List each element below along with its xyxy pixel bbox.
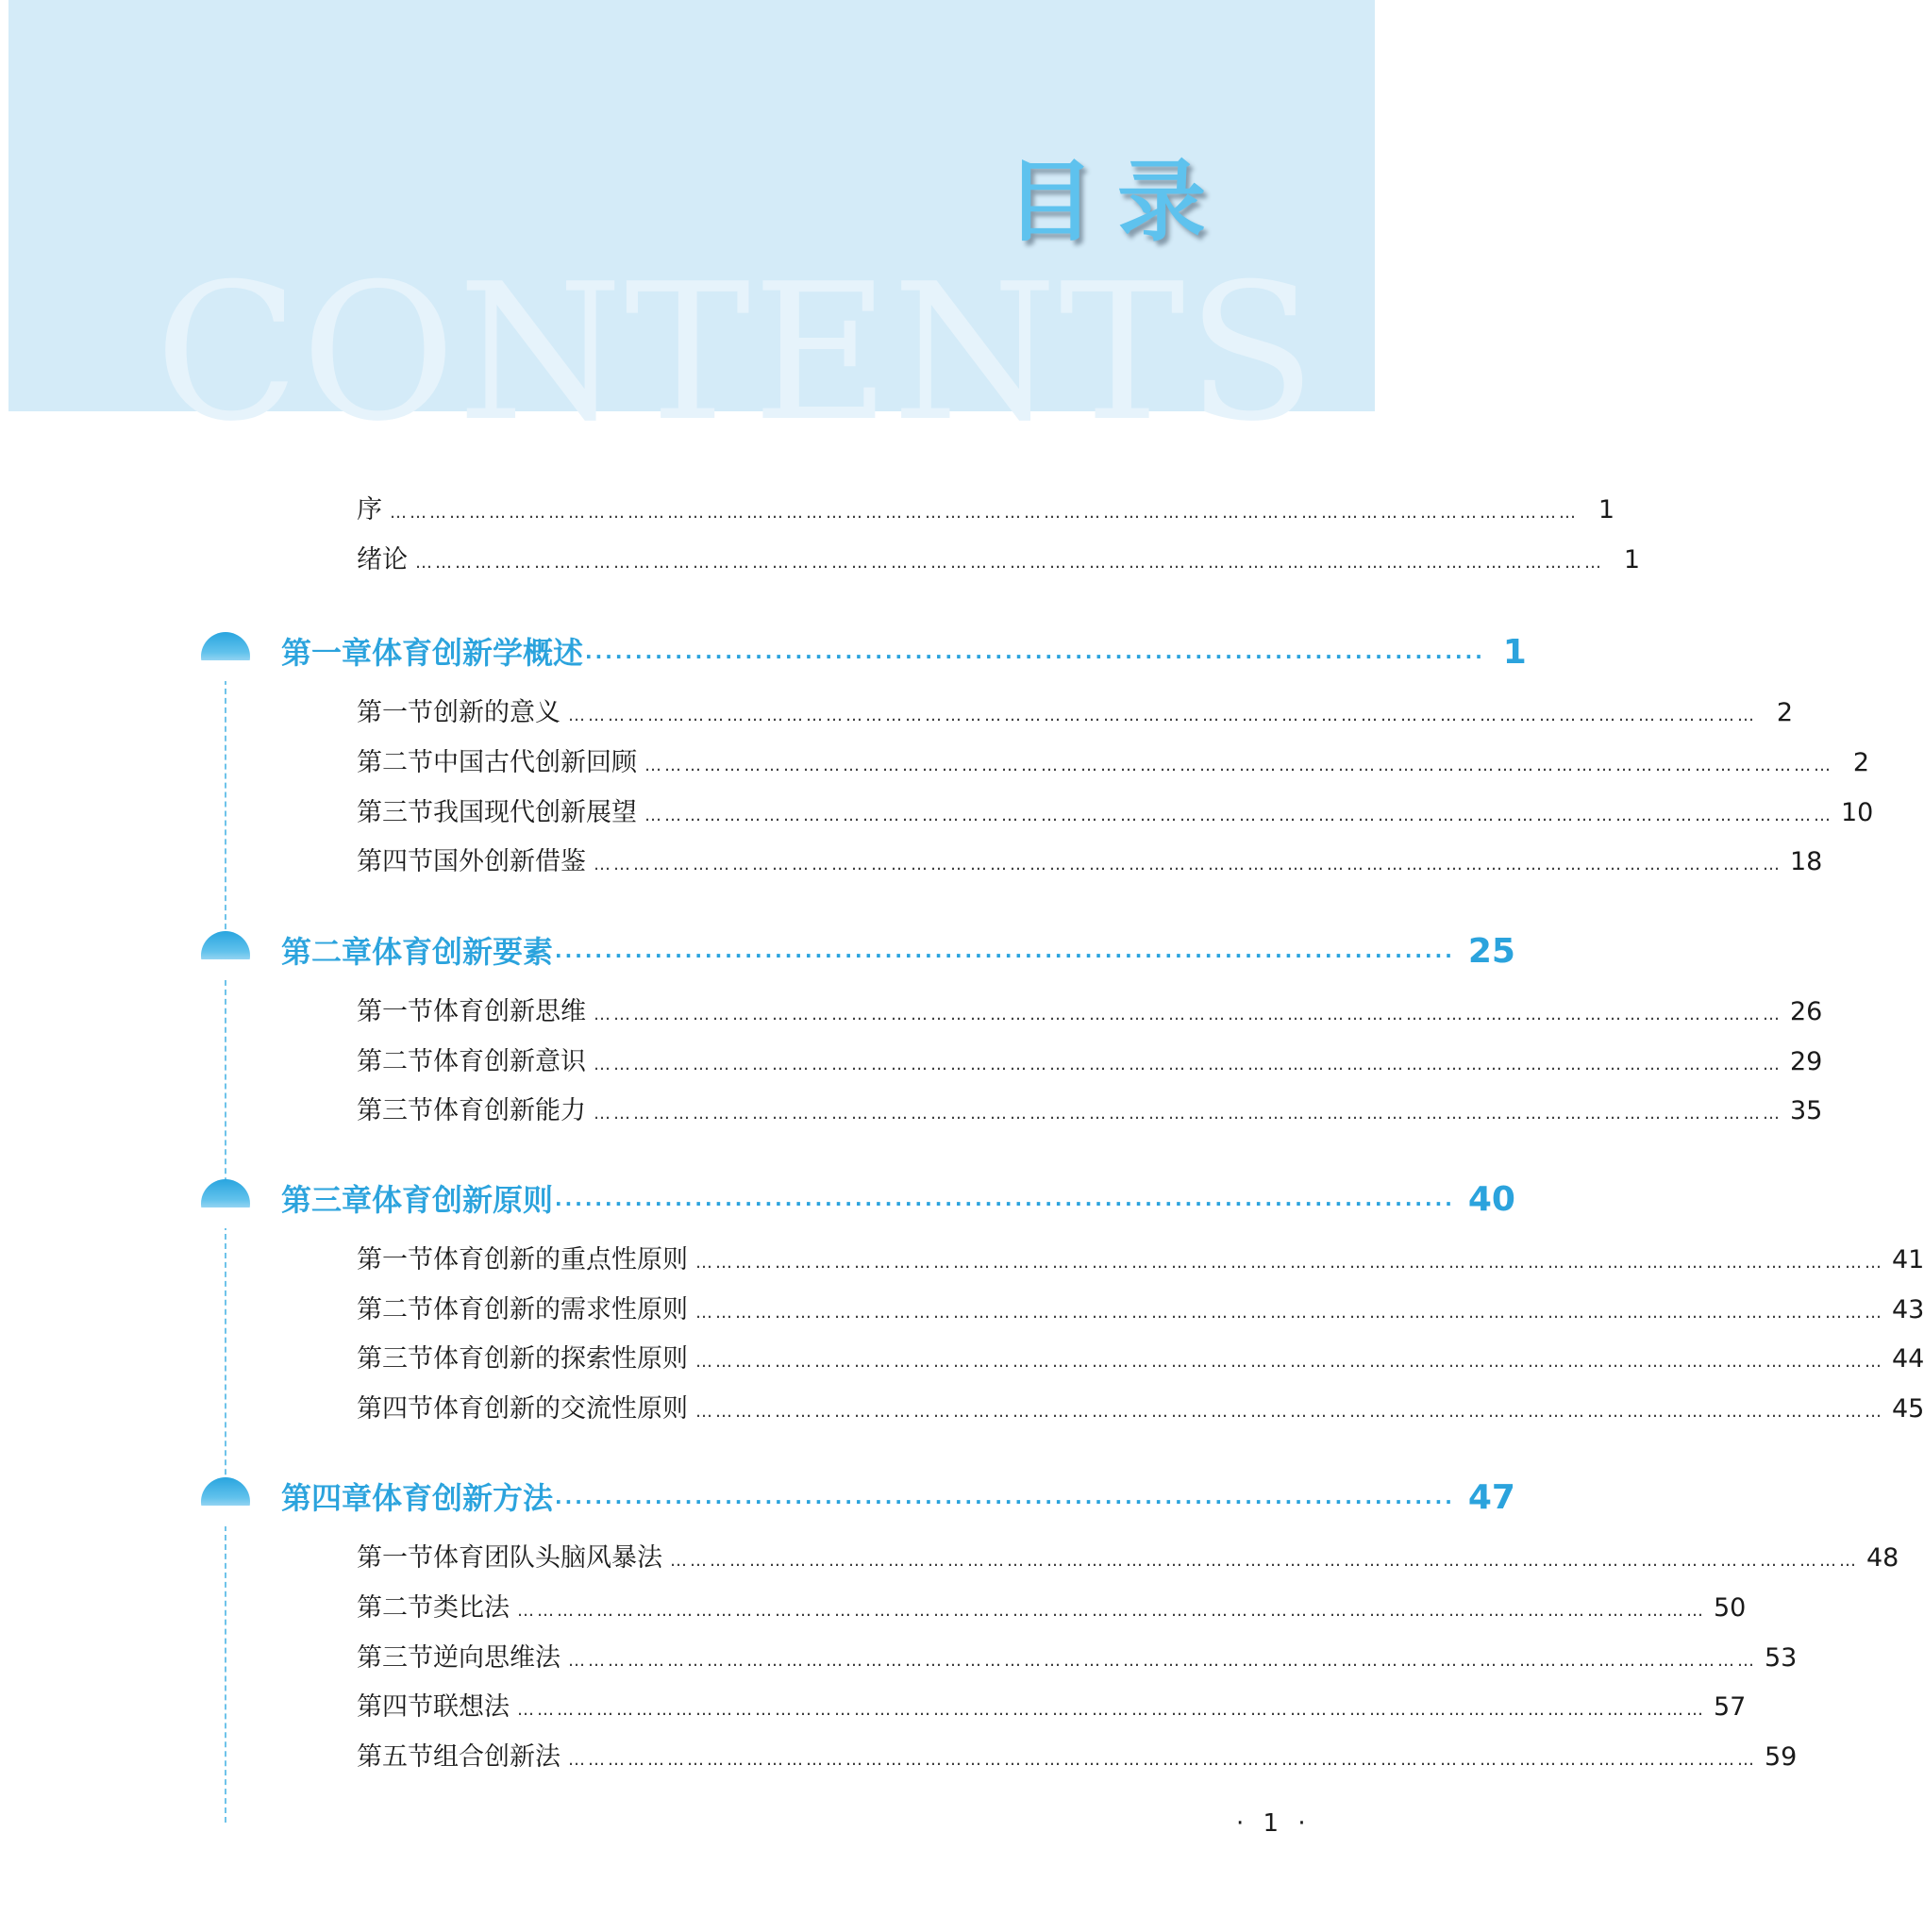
header-banner: [8, 0, 1375, 463]
section-page: 59: [1765, 1742, 1798, 1772]
timeline-dashed-line: [225, 660, 226, 1823]
toc-section-entry[interactable]: [357, 1342, 1924, 1379]
section-title: 体育创新意识: [433, 1047, 586, 1076]
dot-leader: ………………………………………………………………………………………………………………………………………………………………: [695, 1402, 1884, 1422]
toc-section-entry[interactable]: [357, 1243, 1924, 1280]
entry-title: 序: [357, 495, 382, 525]
section-title: 联想法: [433, 1692, 510, 1722]
section-title: 组合创新法: [433, 1742, 560, 1772]
dot-leader: ………………………………………………………………………………………………………………………………………………………………: [517, 1700, 1706, 1720]
toc-section-entry[interactable]: [357, 1045, 1823, 1082]
chapter-title: 体育创新原则: [372, 1182, 554, 1218]
chapter-number: 第三章: [281, 1182, 373, 1218]
section-page: 35: [1790, 1096, 1823, 1125]
dot-leader: ………………………………………………………………………………………………………………………………………………………………: [644, 806, 1833, 825]
dot-leader: ………………………………………………………………………………………………………………………………………………………………: [517, 1601, 1706, 1621]
page-number: · 1 ·: [1236, 1809, 1312, 1838]
section-number: 第二节: [357, 1295, 433, 1324]
section-title: 体育创新能力: [433, 1096, 586, 1125]
dot-leader: ··························································································: [555, 1192, 1455, 1215]
dot-leader: ………………………………………………………………………………………………………………………………………………………………: [594, 1005, 1782, 1024]
section-title: 我国现代创新展望: [433, 798, 637, 827]
toc-section-entry[interactable]: [357, 1591, 1747, 1628]
section-number: 第一节: [357, 698, 433, 727]
dot-leader: ………………………………………………………………………………………………………………………………………………………………: [594, 855, 1782, 874]
section-page: 57: [1714, 1692, 1747, 1722]
chapter-number: 第二章: [281, 934, 373, 970]
toc-section-entry[interactable]: [357, 1690, 1747, 1727]
section-page: 43: [1892, 1295, 1924, 1324]
section-title: 中国古代创新回顾: [433, 748, 637, 777]
chapter-heading[interactable]: [281, 932, 1515, 975]
section-page: 41: [1892, 1245, 1924, 1274]
dot-leader: ………………………………………………………………………………………………………………………………………………………………: [568, 1651, 1757, 1671]
section-page: 2: [1776, 698, 1793, 727]
toc-section-entry[interactable]: [357, 845, 1823, 882]
section-number: 第四节: [357, 1692, 433, 1722]
toc-section-entry[interactable]: [357, 1740, 1798, 1777]
chapter-marker-icon: [201, 931, 250, 980]
chapter-title: 体育创新学概述: [372, 635, 584, 671]
chapter-number: 第一章: [281, 635, 373, 671]
chapter-page: 1: [1502, 633, 1527, 672]
chapter-title: 体育创新要素: [372, 934, 554, 970]
section-title: 创新的意义: [433, 698, 560, 727]
toc-section-entry[interactable]: [357, 796, 1874, 833]
dot-leader: ………………………………………………………………………………………………………………………………………………………………: [644, 756, 1833, 775]
section-page: 48: [1866, 1543, 1899, 1573]
section-title: 逆向思维法: [433, 1643, 560, 1673]
chapter-heading[interactable]: [281, 633, 1527, 676]
entry-title: 绪论: [357, 545, 408, 575]
chapter-number: 第四章: [281, 1480, 373, 1516]
section-number: 第三节: [357, 798, 433, 827]
toc-entry-preface[interactable]: [357, 493, 1614, 530]
dot-leader: ………………………………………………………………………………………………………………………………………………………………: [695, 1303, 1884, 1323]
toc-section-entry[interactable]: [357, 1293, 1924, 1330]
page-title: 目录: [1005, 151, 1229, 254]
section-number: 第四节: [357, 847, 433, 876]
section-number: 第二节: [357, 1593, 433, 1623]
toc-section-entry[interactable]: [357, 696, 1793, 733]
section-page: 10: [1841, 798, 1874, 827]
dot-leader: ··························································································: [555, 1491, 1455, 1513]
dot-leader: ··························································································: [555, 944, 1455, 967]
dot-leader: ………………………………………………………………………………………………………………………………………………………………: [695, 1352, 1884, 1372]
section-number: 第一节: [357, 1543, 433, 1573]
toc-section-entry[interactable]: [357, 995, 1823, 1032]
section-page: 26: [1790, 997, 1823, 1026]
section-title: 体育团队头脑风暴法: [433, 1543, 662, 1573]
dot-leader: ··························································································: [585, 645, 1485, 668]
section-title: 国外创新借鉴: [433, 847, 586, 876]
section-number: 第一节: [357, 1245, 433, 1274]
chapter-page: 47: [1467, 1478, 1515, 1517]
section-number: 第三节: [357, 1643, 433, 1673]
section-title: 体育创新的需求性原则: [433, 1295, 688, 1324]
dot-leader: ………………………………………………………………………………………………………………………………………………………………: [670, 1551, 1859, 1571]
section-number: 第三节: [357, 1344, 433, 1374]
section-number: 第五节: [357, 1742, 433, 1772]
chapter-marker-icon: [201, 1477, 250, 1526]
dot-leader: ………………………………………………………………………………………………………………………………………………………………: [568, 706, 1757, 725]
toc-section-entry[interactable]: [357, 746, 1869, 783]
section-number: 第二节: [357, 748, 433, 777]
section-page: 29: [1790, 1047, 1823, 1076]
section-page: 18: [1790, 847, 1823, 876]
entry-page: 1: [1623, 545, 1640, 575]
toc-section-entry[interactable]: [357, 1094, 1823, 1131]
section-title: 体育创新的重点性原则: [433, 1245, 688, 1274]
dot-leader: ………………………………………………………………………………………………………………………………………………………………: [695, 1253, 1884, 1273]
toc-section-entry[interactable]: [357, 1641, 1798, 1678]
contents-watermark: CONTENTS: [155, 243, 1318, 463]
section-number: 第一节: [357, 997, 433, 1026]
section-title: 类比法: [433, 1593, 510, 1623]
toc-section-entry[interactable]: [357, 1392, 1924, 1429]
toc-section-entry[interactable]: [357, 1541, 1899, 1578]
dot-leader: ………………………………………………………………………………………………………………………………………………………………: [390, 503, 1579, 523]
chapter-marker-icon: [201, 1179, 250, 1228]
dot-leader: ………………………………………………………………………………………………………………………………………………………………: [594, 1055, 1782, 1074]
dot-leader: ………………………………………………………………………………………………………………………………………………………………: [415, 553, 1604, 573]
chapter-heading[interactable]: [281, 1478, 1515, 1522]
section-page: 45: [1892, 1394, 1924, 1424]
section-page: 53: [1765, 1643, 1798, 1673]
chapter-heading[interactable]: [281, 1180, 1515, 1224]
section-number: 第二节: [357, 1047, 433, 1076]
section-title: 体育创新思维: [433, 997, 586, 1026]
entry-page: 1: [1598, 495, 1614, 525]
chapter-marker-icon: [201, 632, 250, 681]
section-page: 2: [1852, 748, 1869, 777]
chapter-page: 25: [1467, 932, 1515, 971]
dot-leader: ………………………………………………………………………………………………………………………………………………………………: [594, 1104, 1782, 1124]
chapter-title: 体育创新方法: [372, 1480, 554, 1516]
toc-entry-introduction[interactable]: [357, 543, 1640, 580]
section-title: 体育创新的交流性原则: [433, 1394, 688, 1424]
chapter-page: 40: [1467, 1180, 1515, 1219]
section-number: 第三节: [357, 1096, 433, 1125]
section-page: 50: [1714, 1593, 1747, 1623]
section-number: 第四节: [357, 1394, 433, 1424]
section-title: 体育创新的探索性原则: [433, 1344, 688, 1374]
section-page: 44: [1892, 1344, 1924, 1374]
dot-leader: ………………………………………………………………………………………………………………………………………………………………: [568, 1750, 1757, 1770]
